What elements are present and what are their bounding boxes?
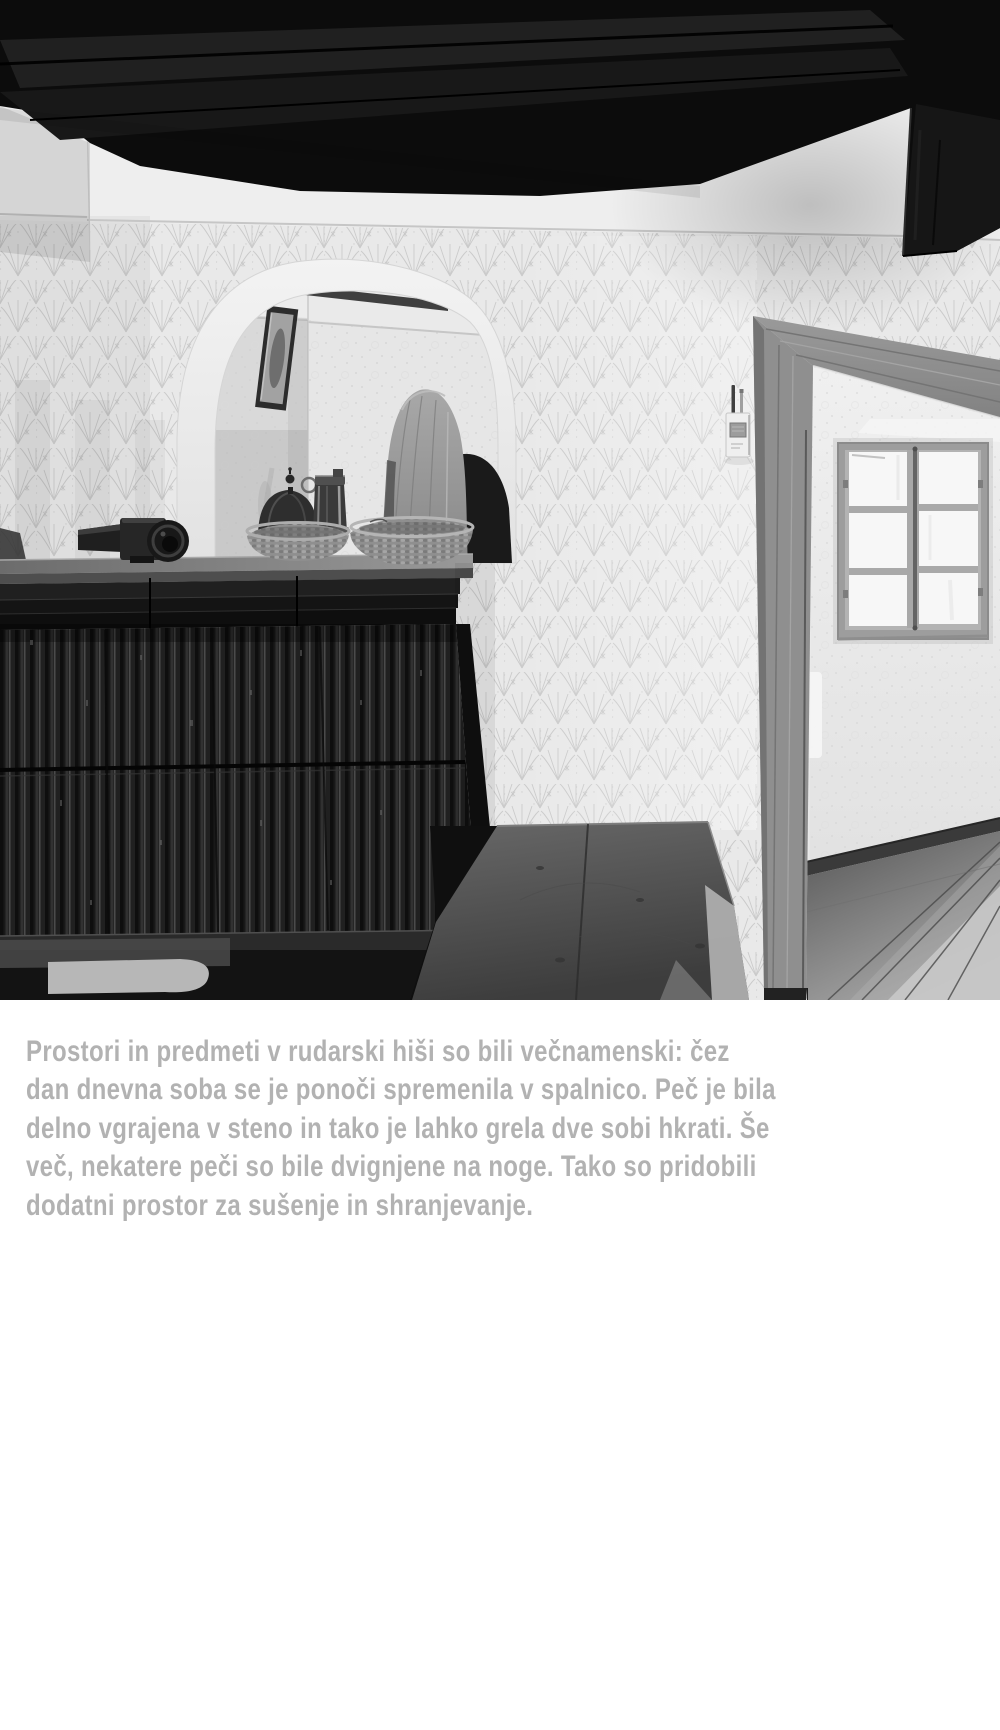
caption-line: dan dnevna soba se je ponoči spremenila v spalnico. Peč je bila — [26, 1073, 776, 1107]
caption-line: delno vgrajena v steno in tako je lahko grela dve sobi hkrati. Še — [26, 1111, 770, 1145]
antenna-pin — [732, 385, 736, 415]
light-band-object — [48, 959, 209, 994]
antenna-pin — [740, 391, 743, 415]
six-pane-window — [833, 438, 993, 644]
caption — [0, 1000, 1000, 1225]
caption-line: dodatni prostor za sušenje in shranjevanje. — [26, 1188, 534, 1222]
doorway-room — [753, 316, 1000, 1000]
corner-beam — [903, 104, 1000, 256]
caption-line: več, nekatere peči so bile dvignjene na noge. Tako so pridobili — [26, 1150, 757, 1184]
tiled-stove — [0, 563, 500, 956]
caption-line: Prostori in predmeti v rudarski hiši so bili večnamenski: čez — [26, 1035, 730, 1068]
wooden-bench — [410, 822, 749, 1000]
